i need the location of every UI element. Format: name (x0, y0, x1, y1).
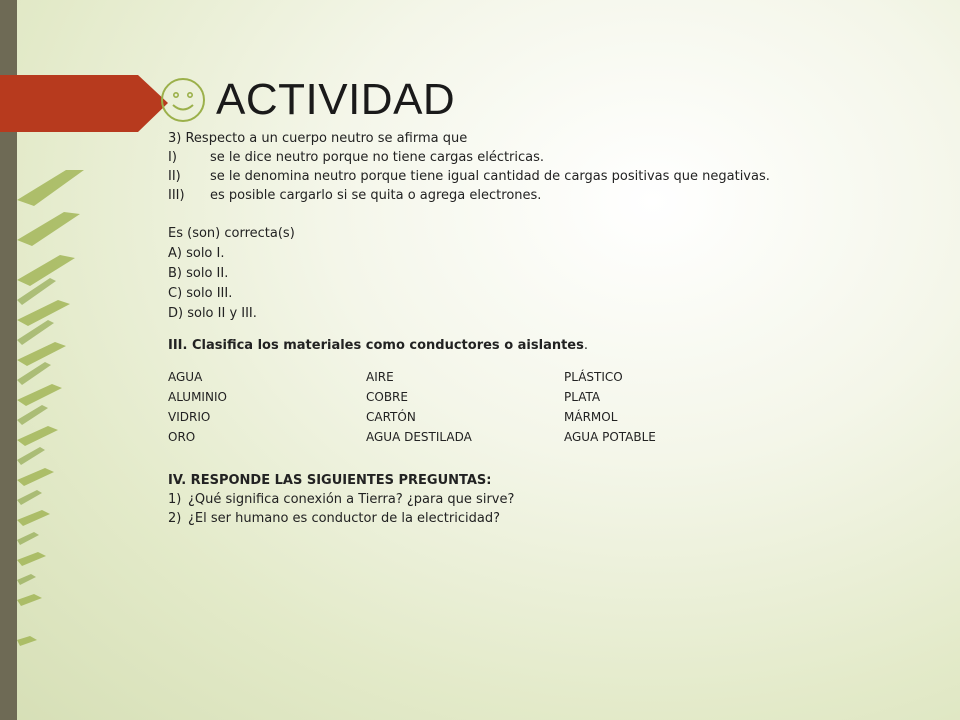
section3-title: III. Clasifica los materiales como conductores o aislantes (168, 338, 584, 353)
section4-title: IV. RESPONDE LAS SIGUIENTES PREGUNTAS: (168, 473, 492, 488)
question-text: ¿El ser humano es conductor de la electricidad? (188, 511, 500, 526)
answer-block (168, 224, 868, 324)
statement-number: III) (168, 188, 185, 203)
material-cell: AIRE (366, 370, 394, 384)
material-cell: PLATA (564, 390, 601, 404)
answer-prompt: Es (son) correcta(s) (168, 226, 295, 241)
slide-content (168, 129, 868, 528)
statement-item (168, 148, 868, 167)
question-text: ¿Qué significa conexión a Tierra? ¿para que sirve? (188, 492, 515, 507)
statement-number: II) (168, 169, 181, 184)
material-cell: ALUMINIO (168, 390, 227, 404)
statement-text: se le denomina neutro porque tiene igual cantidad de cargas positivas que negativas. (210, 169, 770, 184)
answer-option-d: D) solo II y III. (168, 306, 257, 321)
material-cell: CARTÓN (366, 410, 416, 424)
question-number: 1) (168, 492, 182, 507)
material-cell: PLÁSTICO (564, 370, 623, 384)
material-cell: VIDRIO (168, 410, 211, 424)
answer-option-c: C) solo III. (168, 286, 233, 301)
materials-grid (168, 367, 868, 447)
material-cell: AGUA DESTILADA (366, 430, 472, 444)
statement-item (168, 167, 868, 186)
statement-text: se le dice neutro porque no tiene cargas eléctricas. (210, 150, 545, 165)
answer-option-b: B) solo II. (168, 266, 229, 281)
statement-text: es posible cargarlo si se quita o agrega electrones. (210, 188, 542, 203)
section3-heading (168, 336, 868, 355)
smiley-face-icon (160, 77, 206, 123)
statement-number: I) (168, 150, 177, 165)
red-arrow-banner (0, 75, 168, 132)
section3-title-period: . (583, 338, 589, 353)
materials-row (168, 427, 868, 447)
material-cell: COBRE (366, 390, 408, 404)
material-cell: AGUA (168, 370, 203, 384)
question3-intro: 3) Respecto a un cuerpo neutro se afirma que (168, 131, 468, 146)
question-number: 2) (168, 511, 182, 526)
statement-item (168, 186, 868, 205)
material-cell: AGUA POTABLE (564, 430, 656, 444)
question-item (168, 490, 868, 509)
material-cell: ORO (168, 430, 196, 444)
slide-title: ACTIVIDAD (216, 75, 456, 124)
answer-option-a: A) solo I. (168, 246, 225, 261)
material-cell: MÁRMOL (564, 410, 618, 424)
materials-row (168, 387, 868, 407)
materials-row (168, 367, 868, 387)
question-item (168, 509, 868, 528)
materials-row (168, 407, 868, 427)
title-row (160, 72, 455, 128)
